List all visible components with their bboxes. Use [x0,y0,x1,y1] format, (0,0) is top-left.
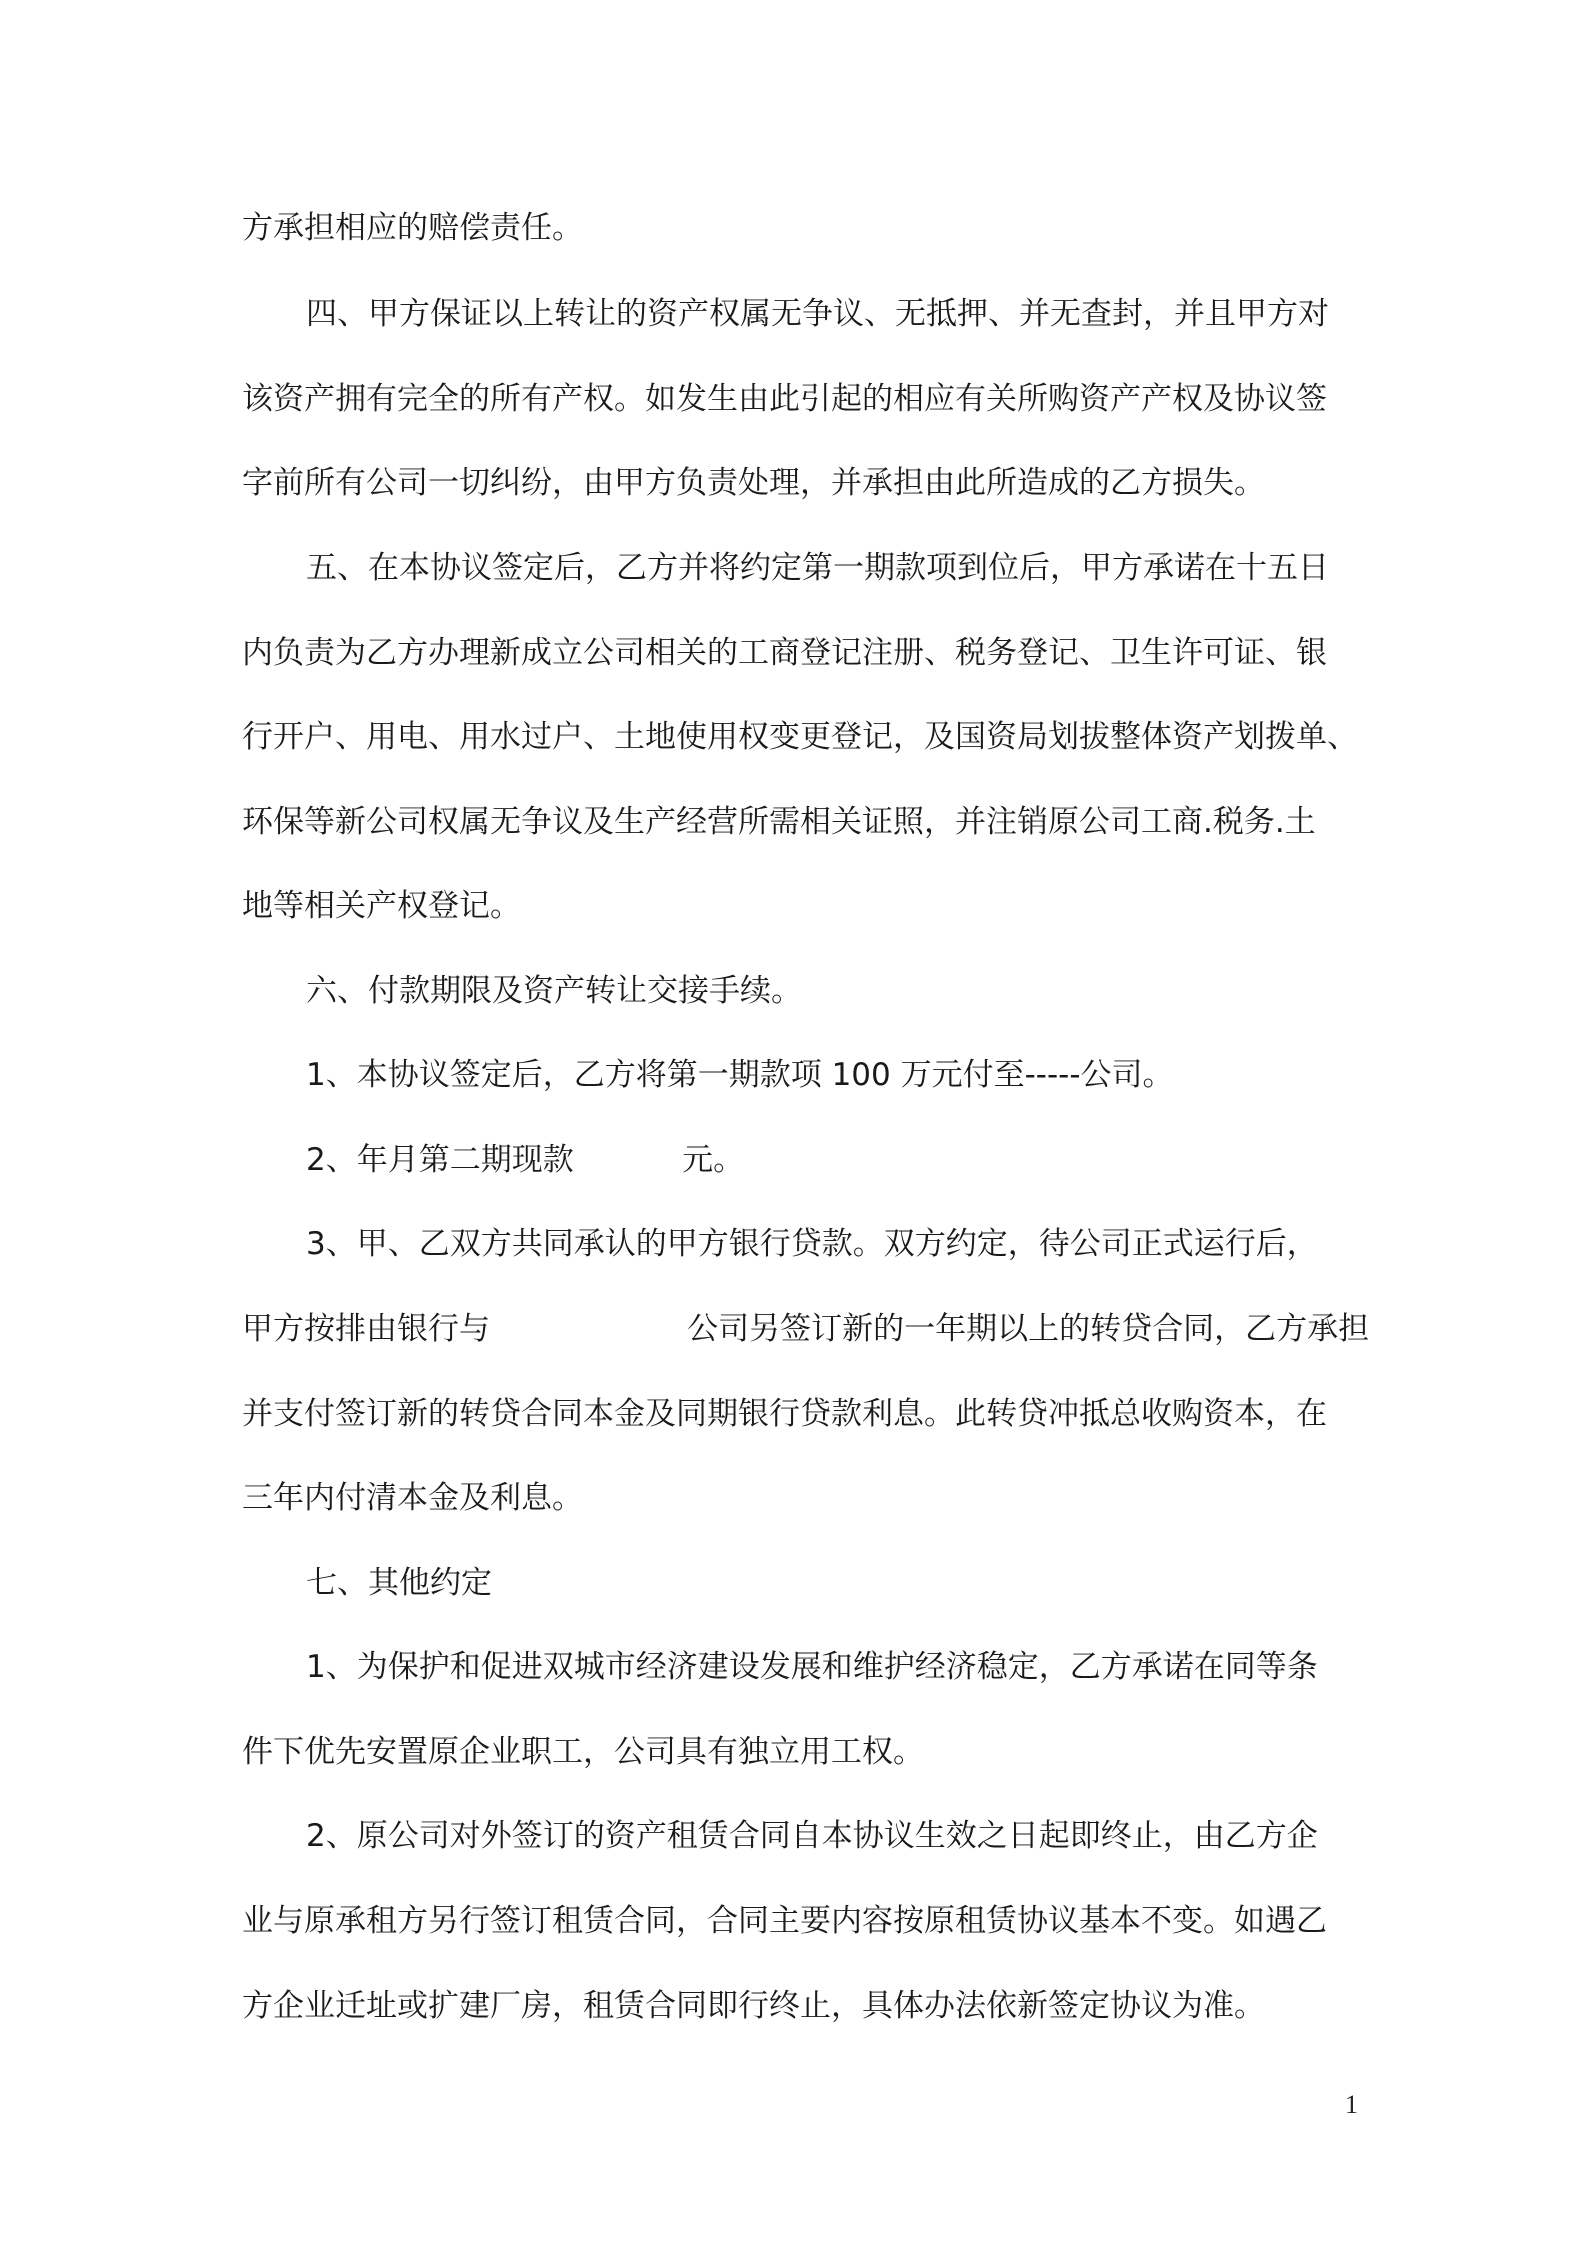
paragraph-line: 字前所有公司一切纠纷，由甲方负责处理，并承担由此所造成的乙方损失。 [242,465,1265,501]
paragraph-line: 方企业迁址或扩建厂房，租赁合同即行终止，具体办法依新签定协议为准。 [242,1988,1265,2024]
paragraph-line: 内负责为乙方办理新成立公司相关的工商登记注册、税务登记、卫生许可证、银 [242,635,1327,671]
paragraph-line: 三年内付清本金及利息。 [242,1480,583,1516]
paragraph-line: 该资产拥有完全的所有产权。如发生由此引起的相应有关所购资产产权及协议签 [242,381,1327,417]
paragraph-line: 件下优先安置原企业职工，公司具有独立用工权。 [242,1734,924,1770]
paragraph-line: 3、甲、乙双方共同承认的甲方银行贷款。双方约定，待公司正式运行后， [306,1226,1318,1262]
paragraph-line: 五、在本协议签定后，乙方并将约定第一期款项到位后，甲方承诺在十五日 [306,550,1329,586]
paragraph-line: 环保等新公司权属无争议及生产经营所需相关证照，并注销原公司工商.税务.土 [242,804,1316,840]
paragraph-line: 2、年月第二期现款 元。 [306,1142,745,1178]
paragraph-line: 1、本协议签定后，乙方将第一期款项 100 万元付至-----公司。 [306,1057,1174,1093]
paragraph-line: 业与原承租方另行签订租赁合同，合同主要内容按原租赁协议基本不变。如遇乙 [242,1903,1327,1939]
paragraph-line: 甲方按排由银行与 公司另签订新的一年期以上的转贷合同，乙方承担 [242,1311,1370,1347]
paragraph-line: 并支付签订新的转贷合同本金及同期银行贷款利息。此转贷冲抵总收购资本，在 [242,1396,1327,1432]
section-heading: 六、付款期限及资产转让交接手续。 [306,973,802,1009]
paragraph-line: 方承担相应的赔偿责任。 [242,210,583,246]
paragraph-line: 四、甲方保证以上转让的资产权属无争议、无抵押、并无查封，并且甲方对 [306,296,1329,332]
paragraph-line: 行开户、用电、用水过户、土地使用权变更登记，及国资局划拔整体资产划拨单、 [242,719,1358,755]
page-number: 1 [1345,2090,1358,2119]
paragraph-line: 1、为保护和促进双城市经济建设发展和维护经济稳定，乙方承诺在同等条 [306,1649,1318,1685]
paragraph-line: 地等相关产权登记。 [242,888,521,924]
section-heading: 七、其他约定 [306,1565,492,1601]
paragraph-line: 2、原公司对外签订的资产租赁合同自本协议生效之日起即终止，由乙方企 [306,1818,1318,1854]
